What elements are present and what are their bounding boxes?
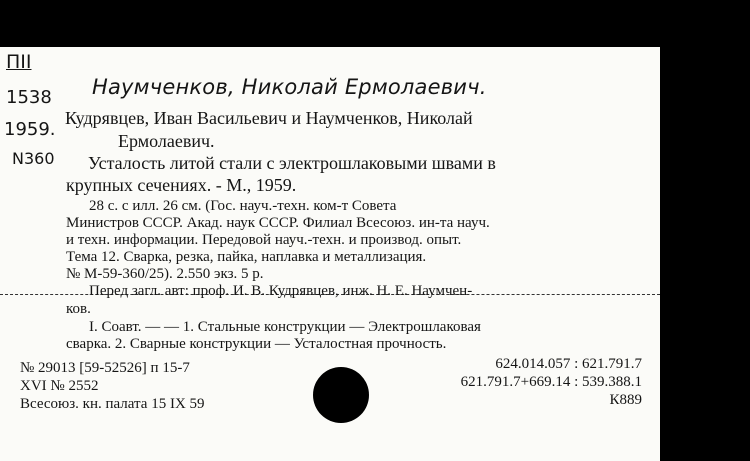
description-line-3: и техн. информации. Передовой науч.-техн. и производ. опыт. (66, 232, 462, 248)
shelf-mark-line-4: N360 (12, 149, 55, 168)
punch-hole (313, 367, 369, 423)
description-line-5: № М-59-360/25). 2.550 экз. 5 р. (66, 266, 264, 282)
subjects-line-2: сварка. 2. Сварные конструкции — Усталостная прочность. (66, 336, 447, 352)
description-line-4: Тема 12. Сварка, резка, пайка, наплавка и металлизация. (66, 249, 427, 265)
authors-line-2: Ермолаевич. (118, 131, 215, 151)
shelf-mark-line-2: 1538 (6, 87, 52, 108)
note-line-1: Перед загл. авт: проф. И. В. Кудрявцев, инж. Н. Е. Наумчен- (89, 283, 473, 299)
footer-right-line-2: 621.791.7+669.14 : 539.388.1 (460, 374, 642, 390)
footer-left-line-1: № 29013 [59-52526] п 15-7 (20, 360, 190, 376)
shelf-mark-line-1: ПII (6, 51, 32, 73)
shelf-mark-line-3: 1959. (4, 119, 56, 140)
footer-right-line-1: 624.014.057 : 621.791.7 (495, 356, 642, 372)
footer-left-line-2: XVI № 2552 (20, 378, 99, 394)
footer-right-line-3: К889 (609, 392, 642, 408)
handwritten-heading: Наумченков, Николай Ермолаевич. (92, 75, 487, 99)
description-line-1: 28 с. с илл. 26 см. (Гос. науч.-техн. ком-т Совета (89, 198, 397, 214)
catalog-card (0, 47, 660, 461)
footer-left-line-3: Всесоюз. кн. палата 15 IX 59 (20, 396, 205, 412)
title-line-1: Усталость литой стали с электрошлаковыми швами в (88, 153, 496, 173)
authors-line-1: Кудрявцев, Иван Васильевич и Наумченков, Николай (65, 108, 473, 128)
title-line-2: крупных сечениях. - М., 1959. (66, 175, 297, 195)
note-line-2: ков. (66, 301, 91, 317)
subjects-line-1: I. Соавт. — — 1. Стальные конструкции — Электрошлаковая (89, 319, 481, 335)
description-line-2: Министров СССР. Акад. наук СССР. Филиал Всесоюз. ин-та науч. (66, 215, 490, 231)
